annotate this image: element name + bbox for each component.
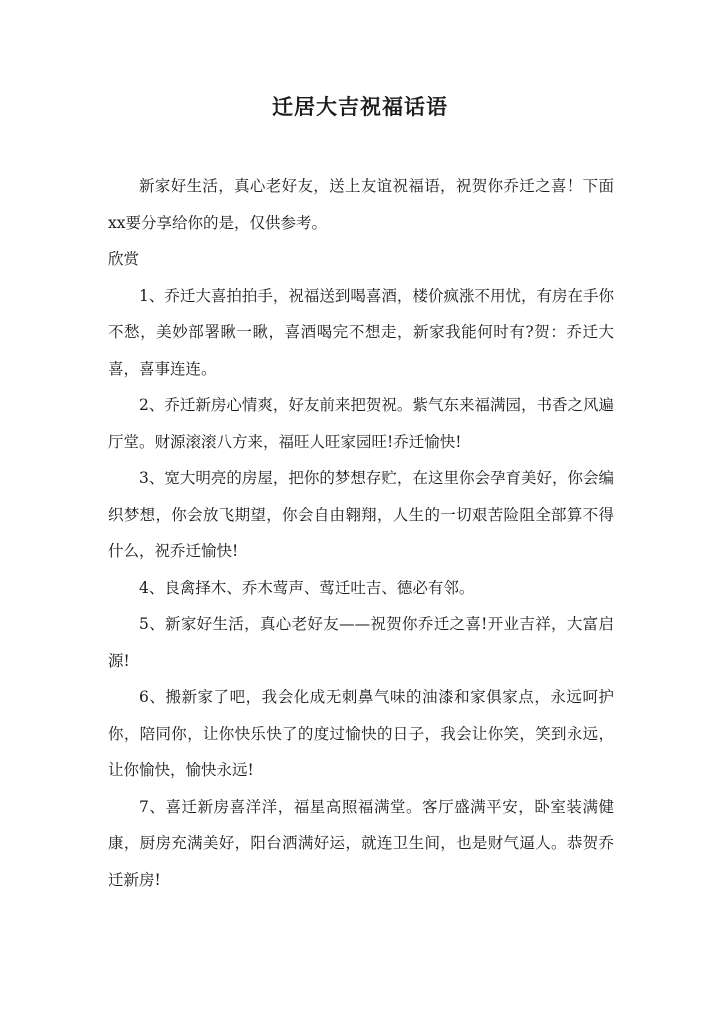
list-item: 2、乔迁新房心情爽，好友前来把贺祝。紫气东来福满园，书香之风遍厅堂。财源滚滚八方来，福旺人旺家园旺!乔迁愉快! <box>108 396 614 451</box>
section-label: 欣赏 <box>108 250 140 268</box>
document-title: 迁居大吉祝福话语 <box>272 94 448 119</box>
list-item: 6、搬新家了吧，我会化成无刺鼻气味的油漆和家俱家点，永远呵护你，陪同你，让你快乐快了的度过愉快的日子，我会让你笑，笑到永远，让你愉快，愉快永远! <box>108 688 614 779</box>
intro-paragraph: 新家好生活，真心老好友，送上友谊祝福语，祝贺你乔迁之喜！下面xx要分享给你的是，仅供参考。 <box>108 177 614 232</box>
list-item: 3、宽大明亮的房屋，把你的梦想存贮，在这里你会孕育美好，你会编织梦想，你会放飞期望，你会自由翱翔，人生的一切艰苦险阻全部算不得什么，祝乔迁愉快! <box>108 469 614 560</box>
document-body <box>108 168 614 898</box>
list-item: 1、乔迁大喜拍拍手，祝福送到喝喜酒，楼价疯涨不用忧，有房在手你不愁，美妙部署瞅一瞅，喜酒喝完不想走，新家我能何时有?贺：乔迁大喜，喜事连连。 <box>108 286 614 378</box>
list-item: 7、喜迁新房喜洋洋，福星高照福满堂。客厅盛满平安，卧室装满健康，厨房充满美好，阳台洒满好运，就连卫生间，也是财气逼人。恭贺乔迁新房! <box>108 797 614 889</box>
list-item: 5、新家好生活，真心老好友——祝贺你乔迁之喜!开业吉祥，大富启源! <box>108 615 614 670</box>
list-item: 4、良禽择木、乔木莺声、莺迁吐吉、德必有邻。 <box>139 578 475 597</box>
